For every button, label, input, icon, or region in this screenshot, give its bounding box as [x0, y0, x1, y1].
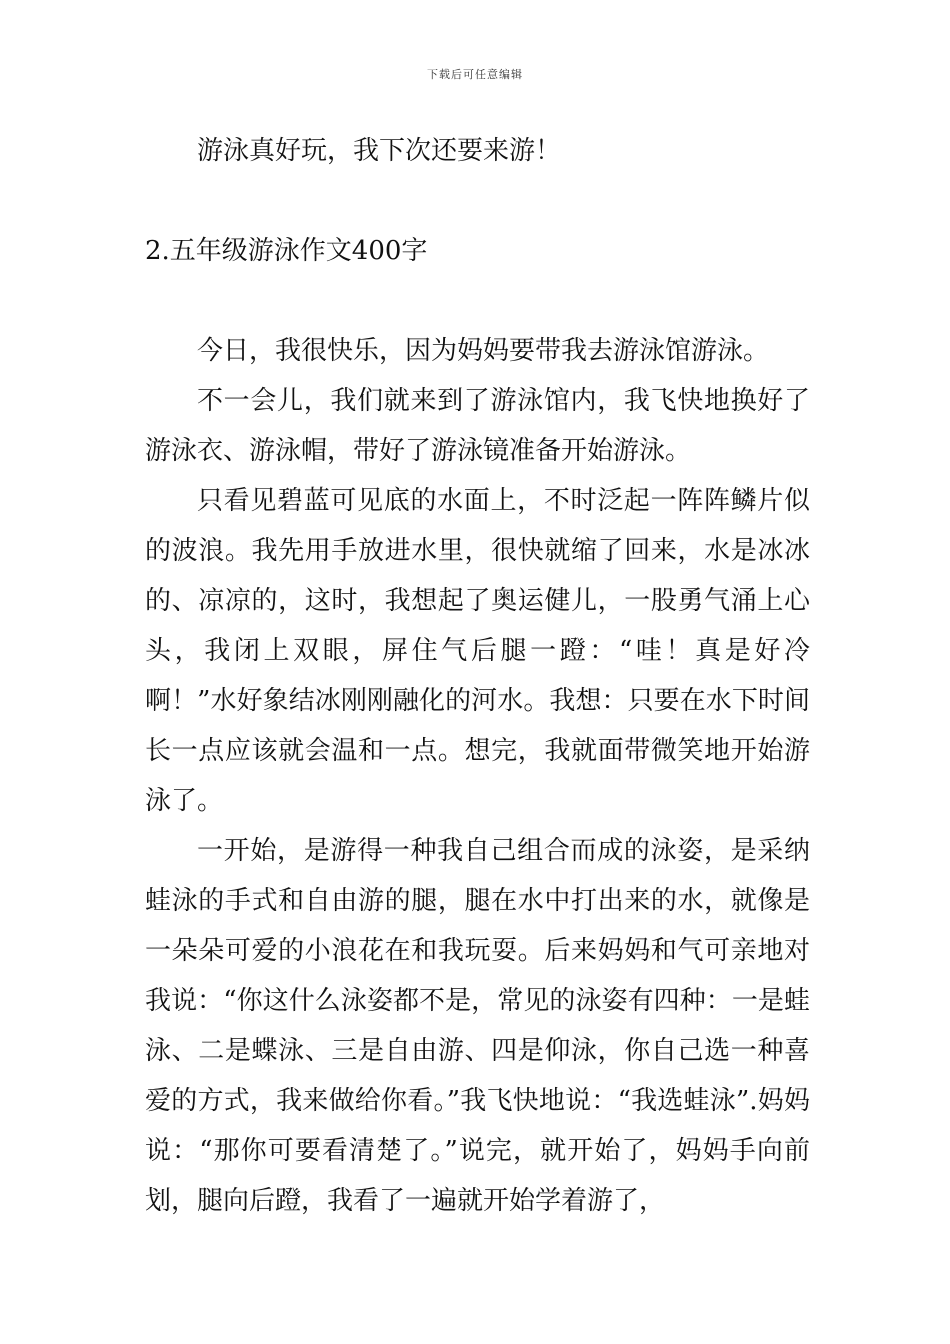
header-note: 下载后可任意编辑 — [427, 68, 523, 81]
paragraph: 不一会儿，我们就来到了游泳馆内，我飞快地换好了游泳衣、游泳帽，带好了游泳镜准备开始游泳。 — [145, 386, 810, 466]
paragraph: 今日，我很快乐，因为妈妈要带我去游泳馆游泳。 — [197, 336, 770, 366]
article-body — [145, 326, 810, 1226]
closing-line: 游泳真好玩，我下次还要来游！ — [197, 136, 562, 166]
section-title: 2.五年级游泳作文400字 — [145, 236, 428, 266]
paragraph: 只看见碧蓝可见底的水面上，不时泛起一阵阵鳞片似的波浪。我先用手放进水里，很快就缩了回来，水是冰冰的、凉凉的，这时，我想起了奥运健儿，一股勇气涌上心头，我闭上双眼，屏住气后腿一蹬：“哇！真是好冷啊！”水好象结冰刚刚融化的河水。我想：只要在水下时间长一点应该就会温和一点。想完，我就面带微笑地开始游泳了。 — [145, 486, 810, 816]
paragraph: 一开始，是游得一种我自己组合而成的泳姿，是采纳蛙泳的手式和自由游的腿，腿在水中打出来的水，就像是一朵朵可爱的小浪花在和我玩耍。后来妈妈和气可亲地对我说：“你这什么泳姿都不是，常见的泳姿有四种：一是蛙泳、二是蝶泳、三是自由游、四是仰泳，你自己选一种喜爱的方式，我来做给你看。”我飞快地说：“我选蛙泳”.妈妈说：“那你可要看清楚了。”说完，就开始了，妈妈手向前划，腿向后蹬，我看了一遍就开始学着游了， — [145, 836, 810, 1216]
